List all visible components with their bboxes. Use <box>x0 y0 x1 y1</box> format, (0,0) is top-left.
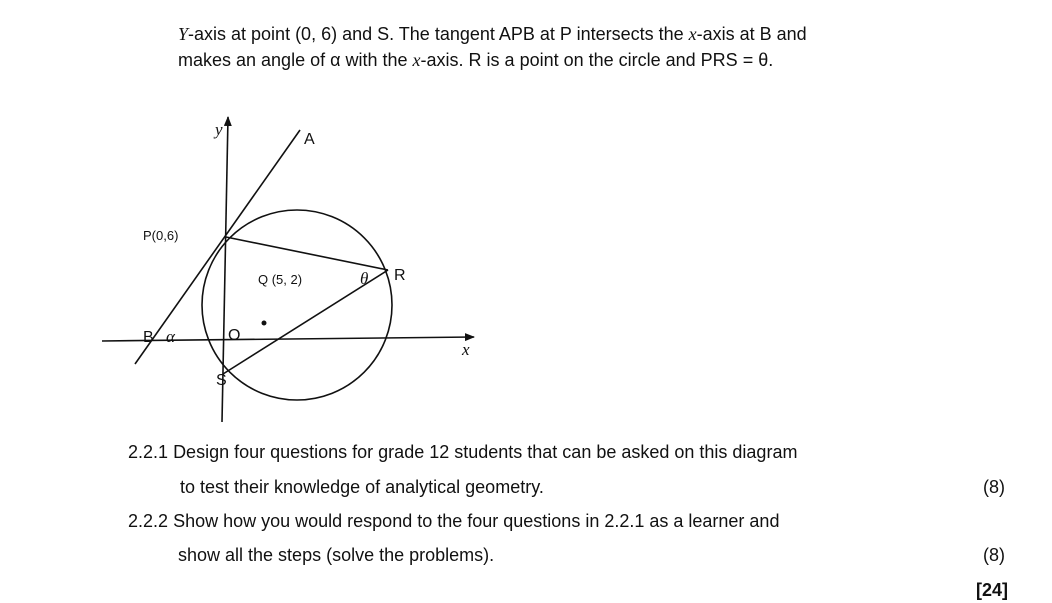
point-P-label: P(0,6) <box>143 228 179 243</box>
center-Q-label: Q (5, 2) <box>258 272 303 287</box>
intro-line-1 <box>178 24 807 45</box>
x-axis-label: x <box>462 340 470 359</box>
total-marks: [24] <box>975 580 1008 600</box>
question-2-2-1-line-2: to test their knowledge of analytical geometry. <box>180 477 544 497</box>
intro-text: -axis at point (0, 6) and S. The tangent APB at P intersects the <box>188 24 689 44</box>
question-2-2-1-line-1 <box>128 442 797 463</box>
intro-text: -axis at B and <box>696 24 807 44</box>
question-2-2-2-line-2: show all the steps (solve the problems). <box>178 545 495 565</box>
question-2-2-1-marks: (8) <box>983 477 1005 497</box>
point-R-label: R <box>394 267 406 284</box>
x-axis-symbol: x <box>412 50 421 70</box>
y-axis-label: y <box>215 120 223 139</box>
theta-label: θ <box>360 269 369 288</box>
origin-O-label: O <box>228 327 241 344</box>
question-text: Design four questions for grade 12 students that can be asked on this diagram <box>173 442 798 462</box>
geometry-diagram <box>95 108 495 428</box>
intro-line-2 <box>178 50 773 71</box>
question-2-2-2-marks: (8) <box>983 545 1005 565</box>
x-axis-symbol: x <box>688 24 697 44</box>
alpha-label: α <box>166 327 175 346</box>
point-B-label: B <box>143 329 154 346</box>
x-axis-line <box>102 337 474 341</box>
chord-PR <box>226 237 388 270</box>
question-number: 2.2.1 <box>128 442 169 462</box>
y-axis-symbol: Y <box>178 24 189 44</box>
point-S-label: S <box>216 372 227 389</box>
point-A-label: A <box>304 131 315 148</box>
center-point-Q <box>262 321 267 326</box>
question-2-2-2-line-1 <box>128 511 779 532</box>
intro-text: makes an angle of α with the <box>178 50 413 70</box>
question-number: 2.2.2 <box>128 511 169 531</box>
question-text: Show how you would respond to the four questions in 2.2.1 as a learner and <box>173 511 780 531</box>
intro-text: -axis. R is a point on the circle and PRS = θ. <box>420 50 774 70</box>
